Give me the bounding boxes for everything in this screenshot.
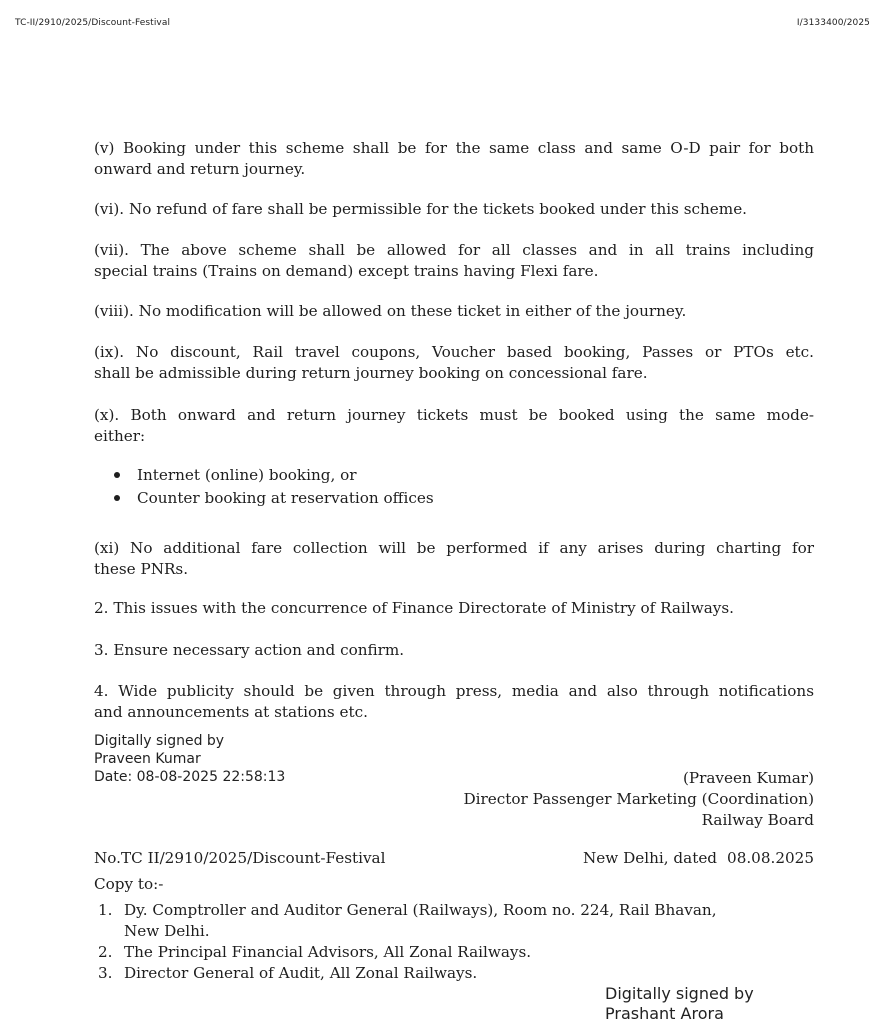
reference-date: 08.08.2025 (727, 849, 814, 867)
clause-x (94, 405, 814, 447)
signature-name: Prashant Arora (605, 1004, 724, 1023)
list-number: 1. (98, 901, 113, 919)
signatory-block (463, 768, 814, 831)
clause-line: onward and return journey. (94, 160, 306, 178)
clause-line: (viii). No modification will be allowed on these ticket in either of the journey. (94, 302, 687, 320)
clause-ix (94, 342, 814, 384)
signature-name: Praveen Kumar (94, 751, 201, 767)
copy-to-line: Dy. Comptroller and Auditor General (Railways), Room no. 224, Rail Bhavan, (124, 901, 717, 919)
copy-to-line: New Delhi. (124, 922, 210, 940)
list-item (110, 488, 434, 511)
copy-to-line: The Principal Financial Advisors, All Zonal Railways. (124, 943, 532, 961)
digital-signature-praveen-kumar-block (94, 732, 285, 786)
signature-caption: Digitally signed by (94, 733, 225, 749)
header-file-reference: TC-II/2910/2025/Discount-Festival (15, 18, 171, 28)
clause-line: (xi) No additional fare collection will be performed if any arises during charting for (94, 539, 814, 557)
point-2 (94, 598, 814, 619)
reference-line (94, 848, 814, 869)
clause-v (94, 138, 814, 180)
clause-line: special trains (Trains on demand) except trains having Flexi fare. (94, 262, 599, 280)
clause-vii (94, 240, 814, 282)
clause-line: (x). Both onward and return journey tickets must be booked using the same mode- (94, 406, 814, 424)
place-date-label: New Delhi, dated (583, 849, 718, 867)
booking-mode-label: Counter booking at reservation offices (137, 489, 434, 507)
signatory-name: (Praveen Kumar) (682, 769, 814, 787)
point-3 (94, 640, 814, 661)
clause-line: (v) Booking under this scheme shall be for the same class and same O-D pair for both (94, 139, 814, 157)
clause-vi (94, 199, 814, 220)
booking-modes-list (110, 465, 434, 511)
point-line: 2. This issues with the concurrence of Finance Directorate of Ministry of Railways. (94, 599, 734, 617)
list-item (110, 465, 434, 488)
header-document-id: I/3133400/2025 (796, 18, 870, 28)
signatory-office: Railway Board (701, 811, 814, 829)
point-4 (94, 681, 814, 723)
signature-caption: Digitally signed by (605, 984, 754, 1003)
point-line: 3. Ensure necessary action and confirm. (94, 641, 405, 659)
signature-date: Date: 08-08-2025 (94, 769, 218, 785)
copy-to-line: Director General of Audit, All Zonal Railways. (124, 964, 478, 982)
copy-to-label: Copy to:- (94, 875, 164, 893)
clause-xi (94, 538, 814, 580)
list-item (98, 963, 717, 984)
clause-line: shall be admissible during return journey booking on concessional fare. (94, 364, 648, 382)
clause-line: (vi). No refund of fare shall be permissible for the tickets booked under this scheme. (94, 200, 748, 218)
clause-viii (94, 301, 814, 322)
list-item (98, 942, 717, 963)
point-line: and announcements at stations etc. (94, 703, 368, 721)
point-line: 4. Wide publicity should be given through press, media and also through notifications (94, 682, 814, 700)
list-item (98, 900, 717, 942)
digital-signature-prashant-arora (605, 984, 754, 1024)
clause-line: (ix). No discount, Rail travel coupons, Voucher based booking, Passes or PTOs etc. (94, 343, 814, 361)
list-number: 2. (98, 943, 113, 961)
bullet-icon (114, 472, 120, 478)
signatory-designation: Director Passenger Marketing (Coordination) (463, 790, 814, 808)
signature-time: 22:58:13 (222, 769, 286, 785)
clause-line: these PNRs. (94, 560, 189, 578)
list-number: 3. (98, 964, 113, 982)
booking-mode-label: Internet (online) booking, or (137, 466, 357, 484)
clause-line: either: (94, 427, 146, 445)
copy-to-list (98, 900, 717, 984)
clause-line: (vii). The above scheme shall be allowed for all classes and in all trains including (94, 241, 814, 259)
reference-number: No.TC II/2910/2025/Discount-Festival (94, 849, 386, 867)
bullet-icon (114, 495, 120, 501)
